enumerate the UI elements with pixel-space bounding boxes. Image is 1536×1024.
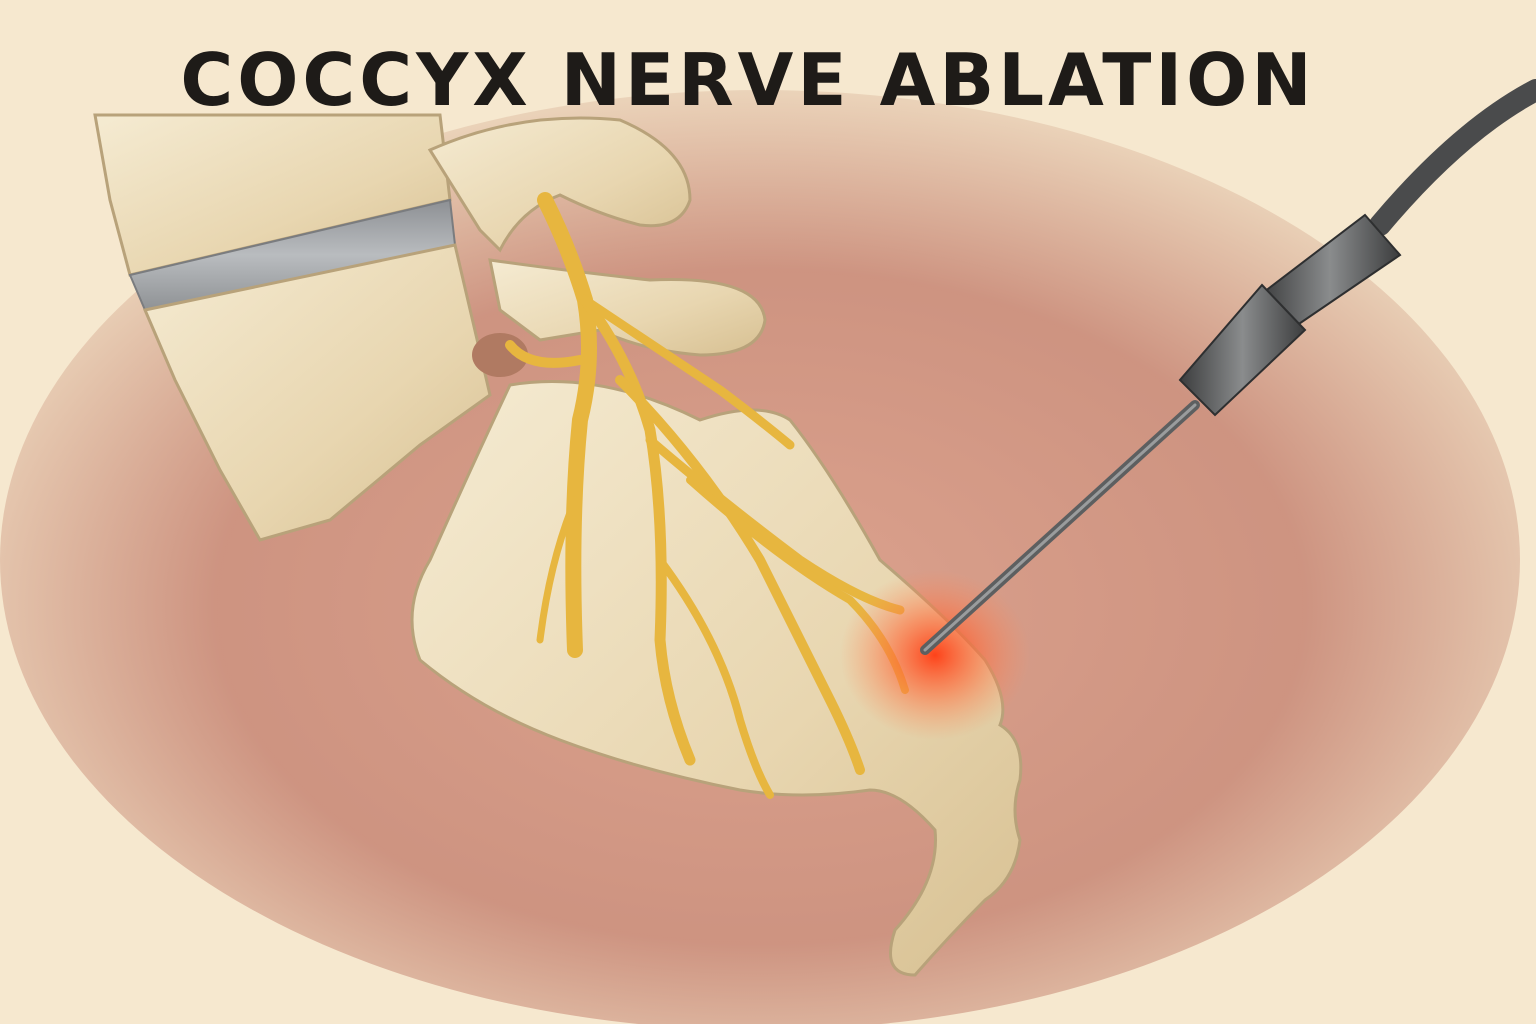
page-title: COCCYX NERVE ABLATION (180, 38, 1316, 122)
heat-glow-icon (840, 570, 1030, 740)
